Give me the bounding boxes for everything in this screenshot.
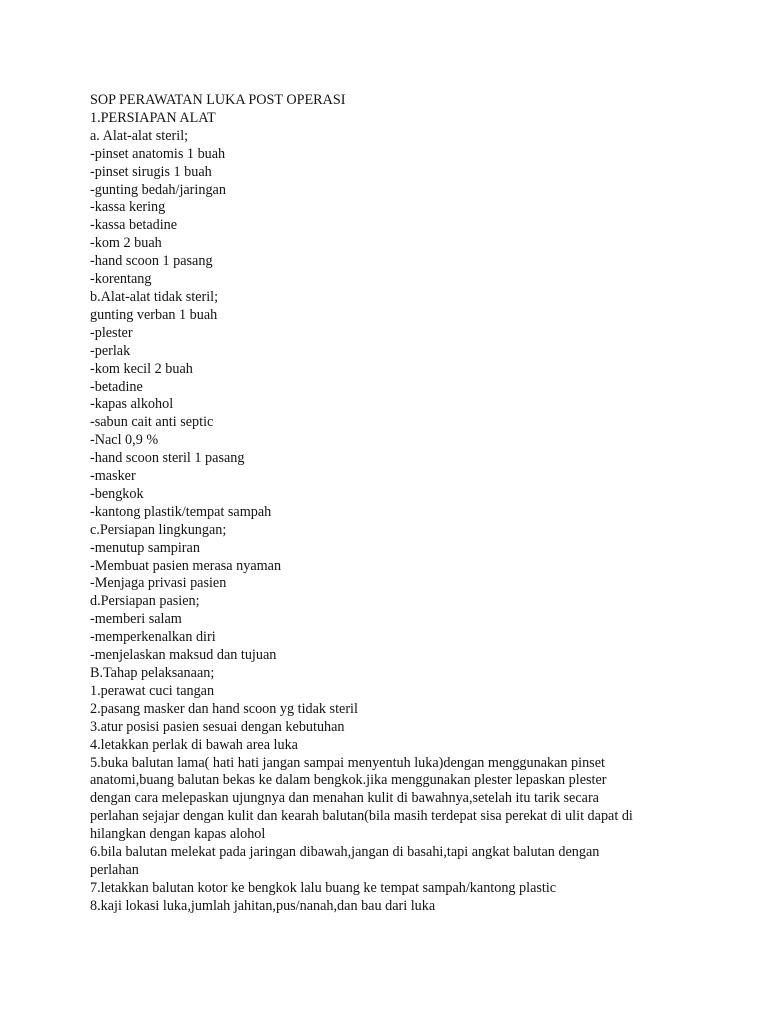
document-line: -korentang xyxy=(90,271,152,288)
document-body xyxy=(90,92,690,916)
document-line: -Nacl 0,9 % xyxy=(90,432,159,449)
document-line: B.Tahap pelaksanaan; xyxy=(90,665,215,681)
document-line: -Menjaga privasi pasien xyxy=(90,575,227,592)
document-line: -kassa kering xyxy=(90,199,166,216)
document-line: -memperkenalkan diri xyxy=(90,629,216,646)
document-line: -kapas alkohol xyxy=(90,396,174,413)
document-line: -menjelaskan maksud dan tujuan xyxy=(90,647,277,664)
document-line: a. Alat-alat steril; xyxy=(90,127,189,144)
document-line: -masker xyxy=(90,468,136,485)
document-line: perlahan xyxy=(90,861,139,878)
document-line: -kantong plastik/tempat sampah xyxy=(90,503,272,520)
document-line: -bengkok xyxy=(90,485,144,502)
document-line: -gunting bedah/jaringan xyxy=(90,181,226,198)
document-line: -menutup sampiran xyxy=(90,539,200,556)
document-line: 7.letakkan balutan kotor ke bengkok lalu buang ke tempat sampah/kantong plastic xyxy=(90,879,557,896)
document-line: gunting verban 1 buah xyxy=(90,306,218,323)
document-line: -pinset anatomis 1 buah xyxy=(90,145,226,162)
document-line: -hand scoon steril 1 pasang xyxy=(90,450,245,467)
document-line: -sabun cait anti septic xyxy=(90,414,214,431)
document-line: -kom 2 buah xyxy=(90,235,162,252)
document-line: -kom kecil 2 buah xyxy=(90,360,193,377)
document-line: -memberi salam xyxy=(90,611,182,628)
document-line: 6.bila balutan melekat pada jaringan dibawah,jangan di basahi,tapi angkat balutan dengan xyxy=(90,844,600,861)
document-line: -plester xyxy=(90,324,133,341)
document-line: c.Persiapan lingkungan; xyxy=(90,521,227,538)
document-line: 1.perawat cuci tangan xyxy=(90,682,215,699)
document-line: -Membuat pasien merasa nyaman xyxy=(90,557,282,574)
document-line: 5.buka balutan lama( hati hati jangan sampai menyentuh luka)dengan menggunakan pinset xyxy=(90,754,605,771)
document-line: perlahan sejajar dengan kulit dan kearah balutan(bila masih terdepat sisa perekat di ulit dapat di xyxy=(90,808,633,825)
document-line: 4.letakkan perlak di bawah area luka xyxy=(90,736,298,753)
document-line: -perlak xyxy=(90,342,131,359)
document-title: SOP PERAWATAN LUKA POST OPERASI xyxy=(90,92,346,108)
document-line: 2.pasang masker dan hand scoon yg tidak steril xyxy=(90,700,358,717)
document-line: -betadine xyxy=(90,378,143,395)
document-line: anatomi,buang balutan bekas ke dalam bengkok.jika menggunakan plester lepaskan plester xyxy=(90,772,607,789)
document-line: d.Persiapan pasien; xyxy=(90,593,200,610)
document-line: b.Alat-alat tidak steril; xyxy=(90,288,219,305)
document-line: -kassa betadine xyxy=(90,217,178,234)
document-line: -pinset sirugis 1 buah xyxy=(90,163,212,180)
document-line: -hand scoon 1 pasang xyxy=(90,253,213,270)
document-line: hilangkan dengan kapas alohol xyxy=(90,826,266,843)
document-line: 1.PERSIAPAN ALAT xyxy=(90,109,216,126)
document-line: dengan cara melepaskan ujungnya dan menahan kulit di bawahnya,setelah itu tarik secara xyxy=(90,790,599,807)
document-line: 8.kaji lokasi luka,jumlah jahitan,pus/nanah,dan bau dari luka xyxy=(90,897,436,914)
document-line: 3.atur posisi pasien sesuai dengan kebutuhan xyxy=(90,718,345,735)
